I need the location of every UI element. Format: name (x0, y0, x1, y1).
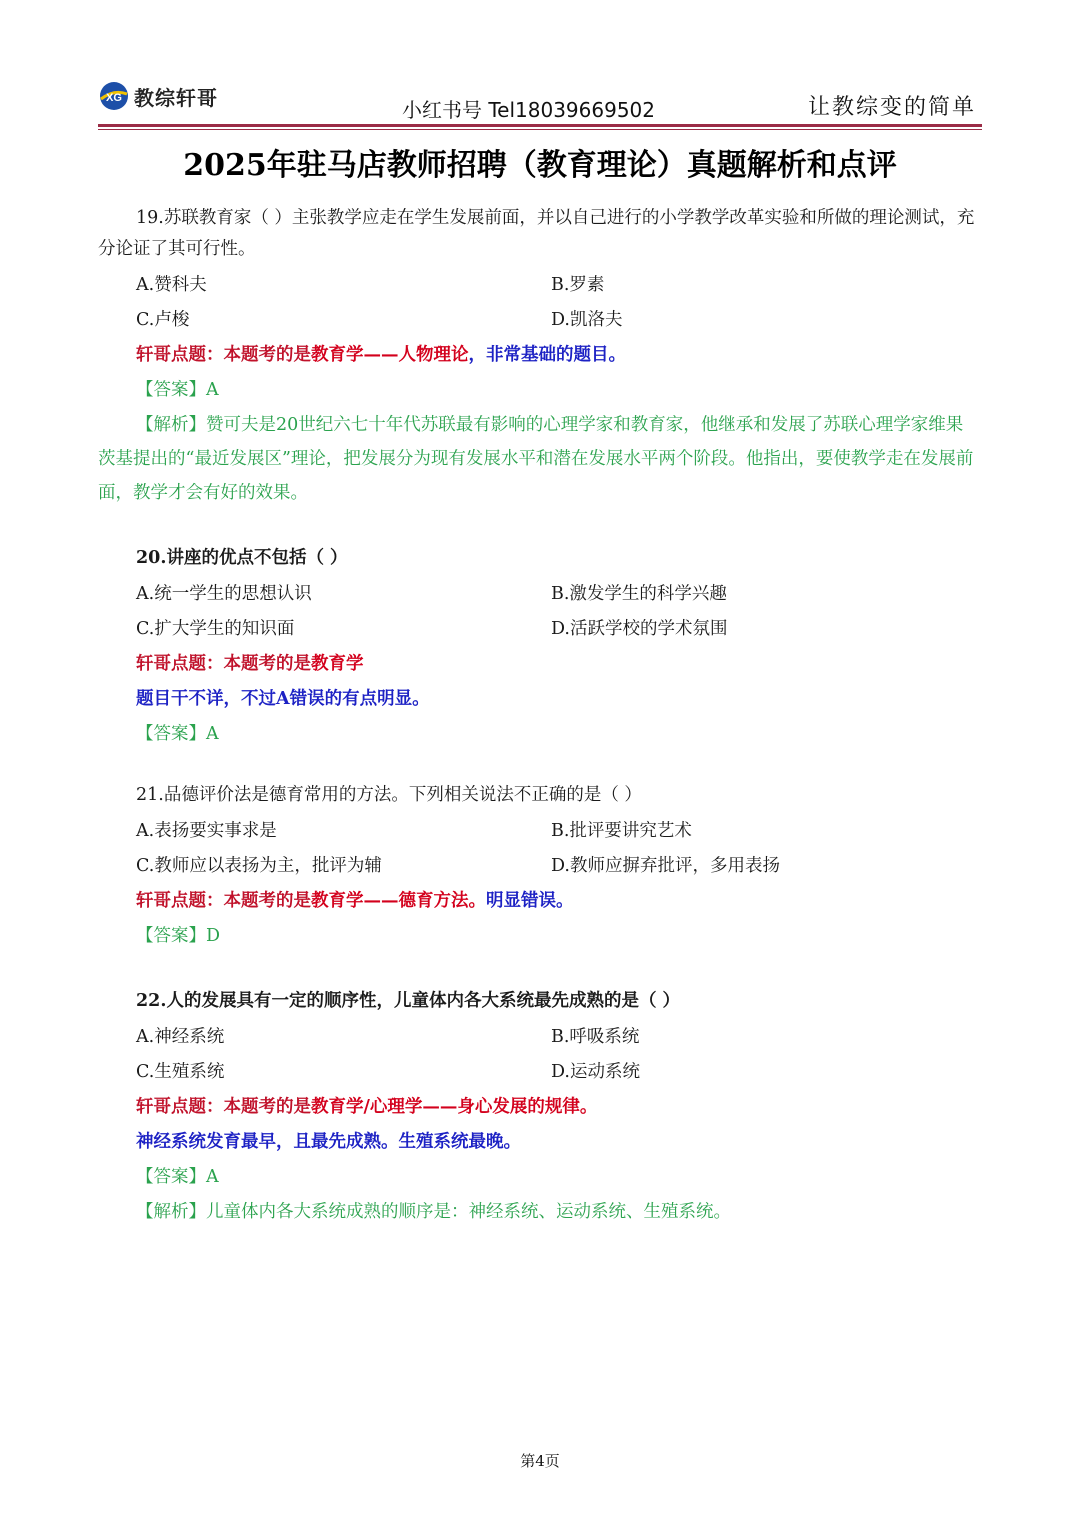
hint (98, 884, 978, 919)
option-c: C.生殖系统 (136, 1062, 225, 1082)
page-number: 第4页 (520, 1452, 560, 1470)
page-header (98, 78, 982, 128)
hint-prefix: 轩哥点题：本题考的是 (136, 891, 311, 911)
answer: 【答案】A (136, 724, 219, 744)
explanation: 【解析】赞可夫是20世纪六七十年代苏联最有影响的心理学家和教育家，他继承和发展了苏联心理学家维果茨基提出的“最近发展区”理论，把发展分为现有发展水平和潜在发展水平两个阶段。他指出，要使教学走在发展前面，教学才会有好的效果。 (98, 415, 974, 503)
header-rule (98, 124, 982, 127)
question-text: 21.品德评价法是德育常用的方法。下列相关说法不正确的是（ ） (136, 785, 642, 805)
header-slogan: 让教综变的简单 (807, 95, 976, 120)
header-rule-thin (98, 129, 982, 130)
option-c: C.教师应以表扬为主，批评为辅 (136, 856, 382, 876)
hint (98, 338, 978, 373)
options (98, 577, 978, 647)
explanation: 【解析】儿童体内各大系统成熟的顺序是：神经系统、运动系统、生殖系统。 (136, 1202, 731, 1222)
question-text: 20.讲座的优点不包括（ ） (136, 548, 348, 568)
hint (98, 647, 978, 682)
hint-topic: 教育学——人物理论 (311, 345, 469, 365)
header-contact: 小红书号 Tel18039669502 (402, 98, 656, 122)
hint-prefix: 轩哥点题：本题考的是 (136, 345, 311, 365)
option-a: A.表扬要实事求是 (136, 821, 277, 841)
hint-note: 神经系统发育最早，且最先成熟。生殖系统最晚。 (136, 1132, 521, 1152)
hint-comment: 明显错误。 (486, 891, 574, 911)
hint (98, 1090, 978, 1125)
answer: 【答案】D (136, 926, 221, 946)
hint-note: 题目干不详，不过A错误的有点明显。 (136, 689, 430, 709)
option-a: A.统一学生的思想认识 (136, 584, 312, 604)
hint-prefix: 轩哥点题：本题考的是 (136, 1097, 311, 1117)
question-text: 19.苏联教育家（ ）主张教学应走在学生发展前面，并以自己进行的小学教学改革实验和所做的理论测试，充分论证了其可行性。 (98, 208, 975, 259)
hint-prefix: 轩哥点题：本题考的是 (136, 654, 311, 674)
option-c: C.扩大学生的知识面 (136, 619, 295, 639)
hint-topic: 教育学/心理学——身心发展的规律。 (311, 1097, 598, 1117)
option-d: D.运动系统 (551, 1062, 640, 1082)
question-22 (98, 986, 978, 1229)
options (98, 814, 978, 884)
hint-topic: 教育学——德育方法。 (311, 891, 486, 911)
logo-text: 教综轩哥 (134, 85, 218, 110)
xg-logo-icon (98, 80, 130, 112)
svg-text:XG: XG (106, 92, 122, 104)
question-21 (98, 780, 978, 954)
options (98, 268, 978, 338)
option-a: A.赞科夫 (136, 275, 207, 295)
option-b: B.激发学生的科学兴趣 (551, 584, 727, 604)
option-d: D.活跃学校的学术氛围 (551, 619, 728, 639)
option-d: D.教师应摒弃批评，多用表扬 (551, 856, 780, 876)
logo (98, 78, 226, 114)
options (98, 1020, 978, 1090)
option-c: C.卢梭 (136, 310, 190, 330)
option-d: D.凯洛夫 (551, 310, 623, 330)
answer: 【答案】A (136, 1167, 219, 1187)
option-b: B.呼吸系统 (551, 1027, 640, 1047)
question-text: 22.人的发展具有一定的顺序性，儿童体内各大系统最先成熟的是（ ） (136, 991, 681, 1011)
option-b: B.罗素 (551, 275, 605, 295)
page-title: 2025年驻马店教师招聘（教育理论）真题解析和点评 (183, 148, 897, 183)
hint-topic: 教育学 (311, 654, 364, 674)
question-19 (98, 203, 978, 510)
option-b: B.批评要讲究艺术 (551, 821, 692, 841)
answer: 【答案】A (136, 380, 219, 400)
question-20 (98, 543, 978, 752)
questions-content (98, 203, 978, 1229)
hint-comment: ，非常基础的题目。 (468, 345, 626, 365)
option-a: A.神经系统 (136, 1027, 225, 1047)
